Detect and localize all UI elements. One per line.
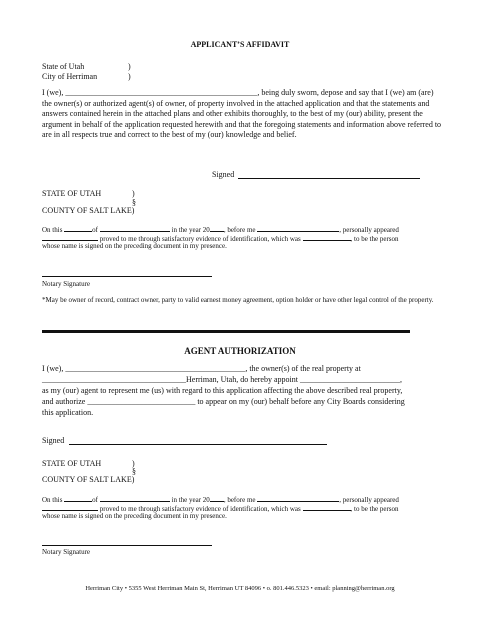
- section-divider: [42, 330, 410, 333]
- venue-state-paren: ): [128, 62, 131, 71]
- notary1-year-blank[interactable]: [210, 224, 224, 232]
- agent-signature-line[interactable]: [69, 444, 327, 445]
- notary2-line3: whose name is signed on the preceding document in my presence.: [42, 512, 227, 520]
- affidavit-signature-line[interactable]: [238, 178, 420, 179]
- notary2-notary-name-blank[interactable]: [257, 494, 339, 502]
- page-footer: Herriman City • 5355 West Herriman Main St, Herriman UT 84096 • o. 801.446.5323 • email: planning@herriman.org: [85, 585, 395, 592]
- notary1-signature-label: Notary Signature: [42, 280, 91, 288]
- agent-line-3: as my (our) agent to represent me (us) with regard to this application affecting the above described real property,: [42, 386, 403, 395]
- agent-line-5: this application.: [42, 408, 94, 417]
- notary1-on-this: On this: [42, 226, 63, 234]
- notary2-day-blank[interactable]: [64, 494, 92, 502]
- notary2-state-paren: ): [132, 459, 135, 468]
- notary1-in-year: in the year 20: [171, 226, 210, 234]
- notary2-month-blank[interactable]: [100, 494, 170, 502]
- agent-signed-label: Signed: [42, 436, 65, 445]
- notary2-year-blank[interactable]: [210, 494, 224, 502]
- notary1-section-sign: §: [132, 198, 136, 207]
- notary1-to-be: , to be the person: [350, 235, 399, 243]
- notary2-in-year: in the year 20: [171, 496, 210, 504]
- venue-city-paren: ): [128, 72, 131, 81]
- notary1-day-blank[interactable]: [64, 224, 92, 232]
- notary1-line1: On this of in the year 20 , before me , personally appeared: [42, 226, 399, 234]
- notary2-person-blank[interactable]: [42, 503, 98, 511]
- agent-title: AGENT AUTHORIZATION: [184, 346, 296, 356]
- notary2-id-blank[interactable]: [303, 503, 351, 511]
- notary1-proved: proved to me through satisfactory evidence of identification, which was: [99, 235, 301, 243]
- notary2-state: STATE OF UTAH: [42, 459, 102, 468]
- affidavit-body: I (we), ________________________________________________, being duly sworn, depose and say that I (we) am (are) the owner(s) or authorized agent(s) of owner, of property involved in the attached application and that the statements and answers contained herein in the attached plans and other exhibits thoroughly, to the best of my (our) ability, present the argument in behalf of the application requested herewith and that the foregoing statements and information above referred to are in all respects true and correct to the best of my (our) knowledge and belief.: [42, 88, 442, 140]
- notary2-signature-label: Notary Signature: [42, 548, 91, 556]
- agent-line-2: ____________________________________Herriman, Utah, do hereby appoint _________________________,: [42, 375, 402, 384]
- notary2-before-me: before me: [227, 496, 256, 504]
- affidavit-footnote: *May be owner of record, contract owner, party to valid earnest money agreement, option holder or have other legal control of the property.: [42, 296, 434, 304]
- notary1-id-blank[interactable]: [303, 233, 351, 241]
- notary1-state-paren: ): [132, 189, 135, 198]
- notary1-personally: , personally appeared: [339, 226, 399, 234]
- notary1-month-blank[interactable]: [100, 224, 170, 232]
- notary2-personally: , personally appeared: [339, 496, 399, 504]
- notary1-signature-line[interactable]: [42, 276, 212, 277]
- venue-state: State of Utah: [42, 62, 85, 71]
- notary1-line3: whose name is signed on the preceding document in my presence.: [42, 242, 227, 250]
- notary2-to-be: , to be the person: [350, 505, 399, 513]
- notary1-state: STATE OF UTAH: [42, 189, 102, 198]
- notary2-proved: proved to me through satisfactory evidence of identification, which was: [99, 505, 301, 513]
- notary2-signature-line[interactable]: [42, 545, 212, 546]
- agent-line-4: and authorize ___________________________ to appear on my (our) behalf before any City Boards considering: [42, 397, 405, 406]
- venue-city: City of Herriman: [42, 72, 98, 81]
- affidavit-signed-label: Signed: [212, 170, 235, 179]
- notary2-of: of: [92, 496, 99, 504]
- notary2-line1: On this of in the year 20 , before me , personally appeared: [42, 496, 399, 504]
- notary1-before-me: before me: [227, 226, 256, 234]
- notary2-on-this: On this: [42, 496, 63, 504]
- agent-line-1: I (we), _____________________________________________, the owner(s) of the real property at: [42, 364, 361, 373]
- affidavit-title: APPLICANT’S AFFIDAVIT: [190, 40, 290, 49]
- notary1-of: of: [92, 226, 99, 234]
- notary1-county: COUNTY OF SALT LAKE): [42, 206, 135, 215]
- notary2-section-sign: §: [132, 467, 136, 476]
- notary1-person-blank[interactable]: [42, 233, 98, 241]
- notary1-notary-name-blank[interactable]: [257, 224, 339, 232]
- notary2-county: COUNTY OF SALT LAKE): [42, 475, 135, 484]
